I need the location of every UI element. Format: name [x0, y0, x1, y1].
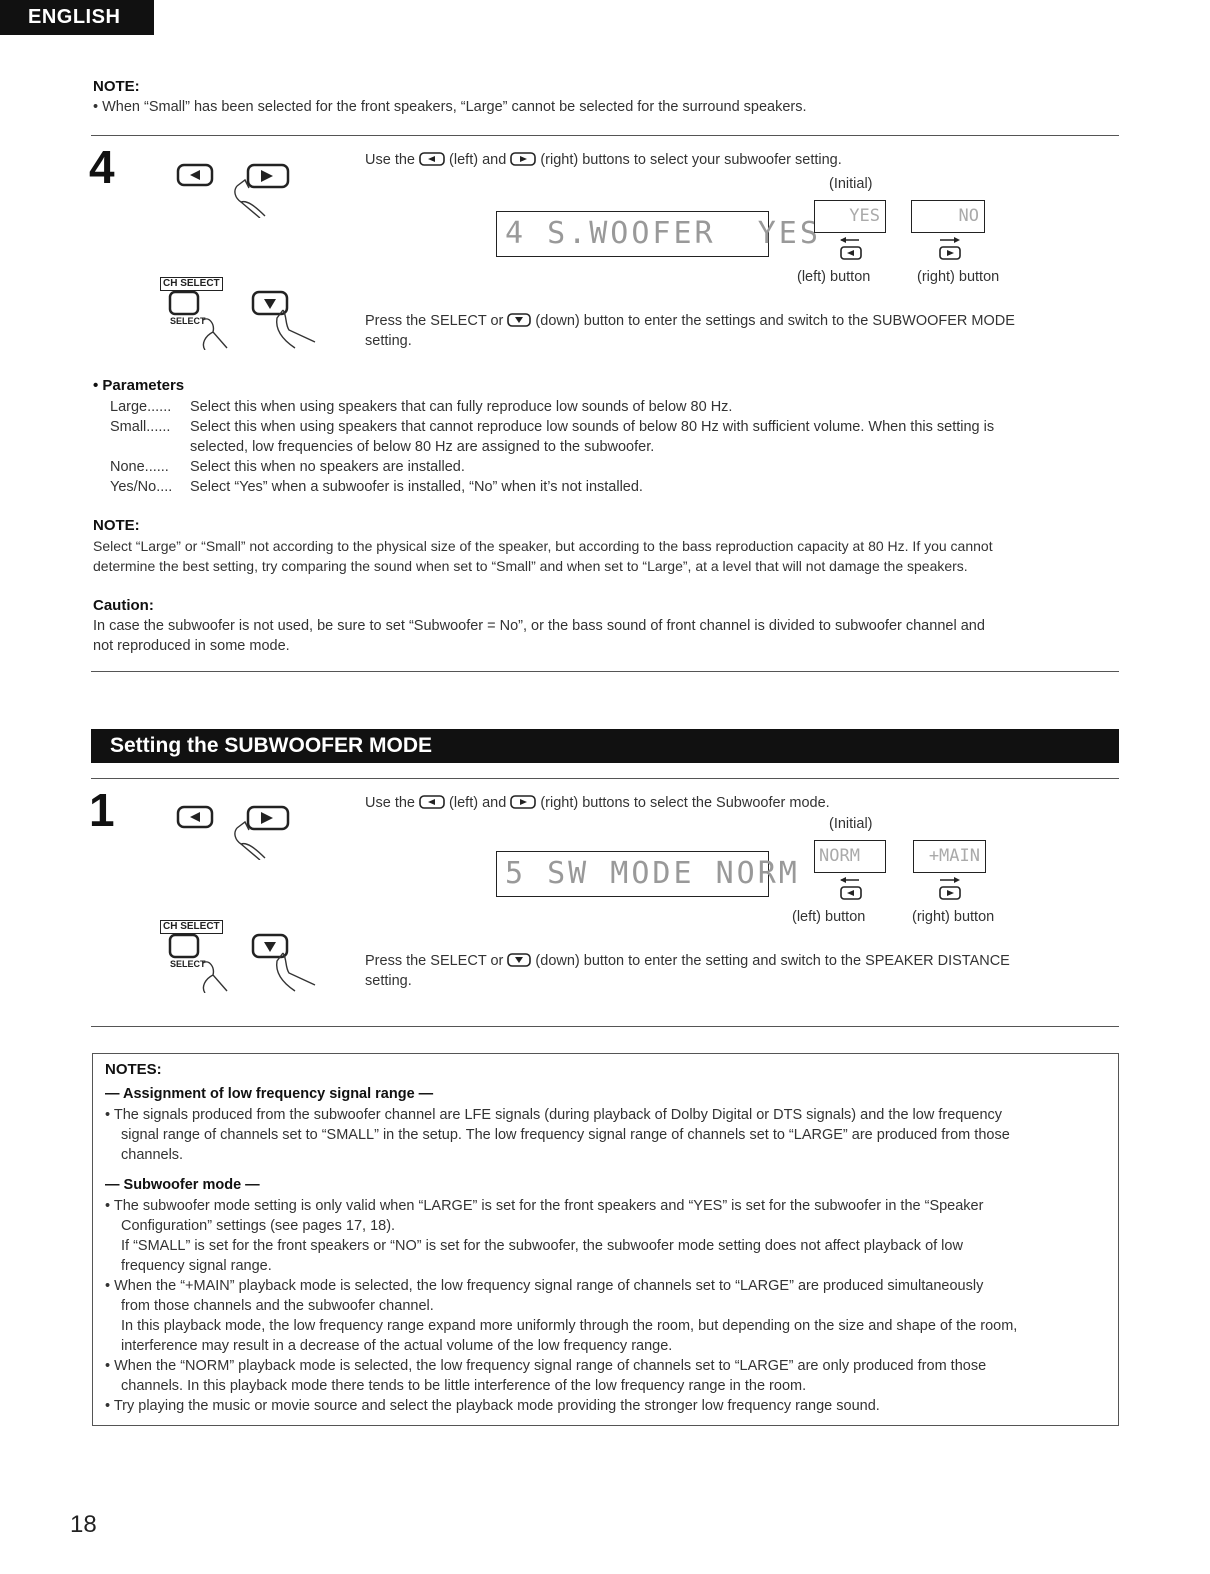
- left-button-icon: [419, 795, 445, 809]
- right-button-icon: [510, 152, 536, 166]
- press-instruction: Press the SELECT or (down) button to enter the setting and switch to the SPEAKER DISTANCE setting.: [365, 953, 1010, 989]
- caution-text: In case the subwoofer is not used, be sure to set “Subwoofer = No”, or the bass sound of front channel is divided to subwoofer channel and not reproduced in some mode.: [93, 618, 985, 654]
- left-right-hand-icon: [175, 800, 305, 860]
- page-number: 18: [70, 1511, 97, 1538]
- left-button-caption: (left) button: [797, 269, 871, 285]
- down-button-icon: [507, 313, 531, 327]
- notes-heading: NOTES:: [105, 1061, 162, 1078]
- initial-label: (Initial): [829, 176, 873, 192]
- divider: [91, 778, 1119, 779]
- notes-section-2: • The subwoofer mode setting is only valid when “LARGE” is set for the front speakers and “YES” is set for the subwoofer in the “Speaker Configuration” settings (see pages 17, 18). If “SMALL” is set for the front speakers or “NO” is set for the subwoofer, the subwoofer mode setting does not affect playback of low frequency signal range. • When the “+MAIN” playback mode is selected, the low frequency signal range of channels set to “LARGE” are produced simultaneously from those channels and the subwoofer channel. In this playback mode, the low frequency range expand more uniformly through the room, but depending on the size and shape of the room, interference may result in a decrease of the actual volume of the low frequency range. • When the “NORM” playback mode is selected, the low frequency signal range of channels set to “LARGE” are only produced from those channels. In this playback mode there tends to be little interference of the low frequency range in the room. • Try playing the music or movie source and select the playback mode providing the stronger low frequency range sound.: [105, 1198, 1018, 1414]
- step-number: 4: [89, 141, 115, 193]
- initial-label: (Initial): [829, 816, 873, 832]
- left-arrow-button-icon: [837, 236, 865, 262]
- right-arrow-button-icon: [936, 876, 964, 902]
- lcd-display: 5 SW MODE NORM: [496, 851, 769, 897]
- section-title: Setting the SUBWOOFER MODE: [91, 729, 1119, 763]
- instruction: Use the (left) and (right) buttons to select the Subwoofer mode.: [365, 795, 830, 811]
- left-button-caption: (left) button: [792, 909, 866, 925]
- left-right-hand-icon: [175, 158, 305, 218]
- right-button-caption: (right) button: [912, 909, 995, 925]
- note-heading: NOTE:: [93, 78, 140, 95]
- left-button-icon: [419, 152, 445, 166]
- lcd-display: 4 S.WOOFER YES: [496, 211, 769, 257]
- divider: [91, 671, 1119, 672]
- param-item: Small...... Select this when using speakers that cannot reproduce low sounds of below 80 Hz with sufficient volume. When this setting is: [110, 419, 995, 435]
- right-button-caption: (right) button: [917, 269, 1000, 285]
- notes-section-1: • The signals produced from the subwoofer channel are LFE signals (during playback of Dolby Digital or DTS signals) and the low frequency signal range of channels set to “SMALL” in the setup. The low frequency signal range of channels set to “LARGE” are produced from those channels.: [105, 1107, 1010, 1163]
- ch-select-label: CH SELECT: [160, 920, 223, 934]
- note2-text: Select “Large” or “Small” not according to the physical size of the speaker, but according to the bass reproduction capacity at 80 Hz. If you cannot determine the best setting, try comparing the sound when set to “Small” and when set to “Large”, at a level that will not damage the speakers.: [93, 538, 993, 574]
- select-label: SELECT: [170, 316, 206, 326]
- option-norm-box: NORM: [814, 840, 886, 873]
- parameters-heading: • Parameters: [93, 377, 185, 394]
- press-instruction: Press the SELECT or (down) button to enter the settings and switch to the SUBWOOFER MODE setting.: [365, 313, 1015, 349]
- right-button-icon: [510, 795, 536, 809]
- option-yes-box: YES: [814, 200, 886, 233]
- right-arrow-button-icon: [936, 236, 964, 262]
- notes-subheading: — Subwoofer mode —: [105, 1177, 260, 1193]
- param-item-continued: selected, low frequencies of below 80 Hz are assigned to the subwoofer.: [190, 439, 655, 455]
- ch-select-label: CH SELECT: [160, 277, 223, 291]
- param-item: Yes/No.... Select “Yes” when a subwoofer is installed, “No” when it’s not installed.: [110, 479, 643, 495]
- param-item: Large...... Select this when using speakers that can fully reproduce low sounds of below 80 Hz.: [110, 399, 733, 415]
- language-tab: ENGLISH: [0, 0, 154, 35]
- note-text: • When “Small” has been selected for the front speakers, “Large” cannot be selected for the surround speakers.: [93, 99, 807, 115]
- down-button-icon: [507, 953, 531, 967]
- select-label: SELECT: [170, 959, 206, 969]
- instruction: Use the (left) and (right) buttons to select your subwoofer setting.: [365, 152, 842, 168]
- step-number: 1: [89, 784, 115, 836]
- left-arrow-button-icon: [837, 876, 865, 902]
- note2-heading: NOTE:: [93, 517, 140, 534]
- parameters-list: [110, 397, 1120, 497]
- divider: [91, 135, 1119, 136]
- caution-heading: Caution:: [93, 597, 154, 614]
- param-item: None...... Select this when no speakers are installed.: [110, 459, 465, 475]
- notes-subheading: — Assignment of low frequency signal range —: [105, 1086, 434, 1102]
- option-main-box: +MAIN: [913, 840, 986, 873]
- option-no-box: NO: [911, 200, 985, 233]
- divider: [91, 1026, 1119, 1027]
